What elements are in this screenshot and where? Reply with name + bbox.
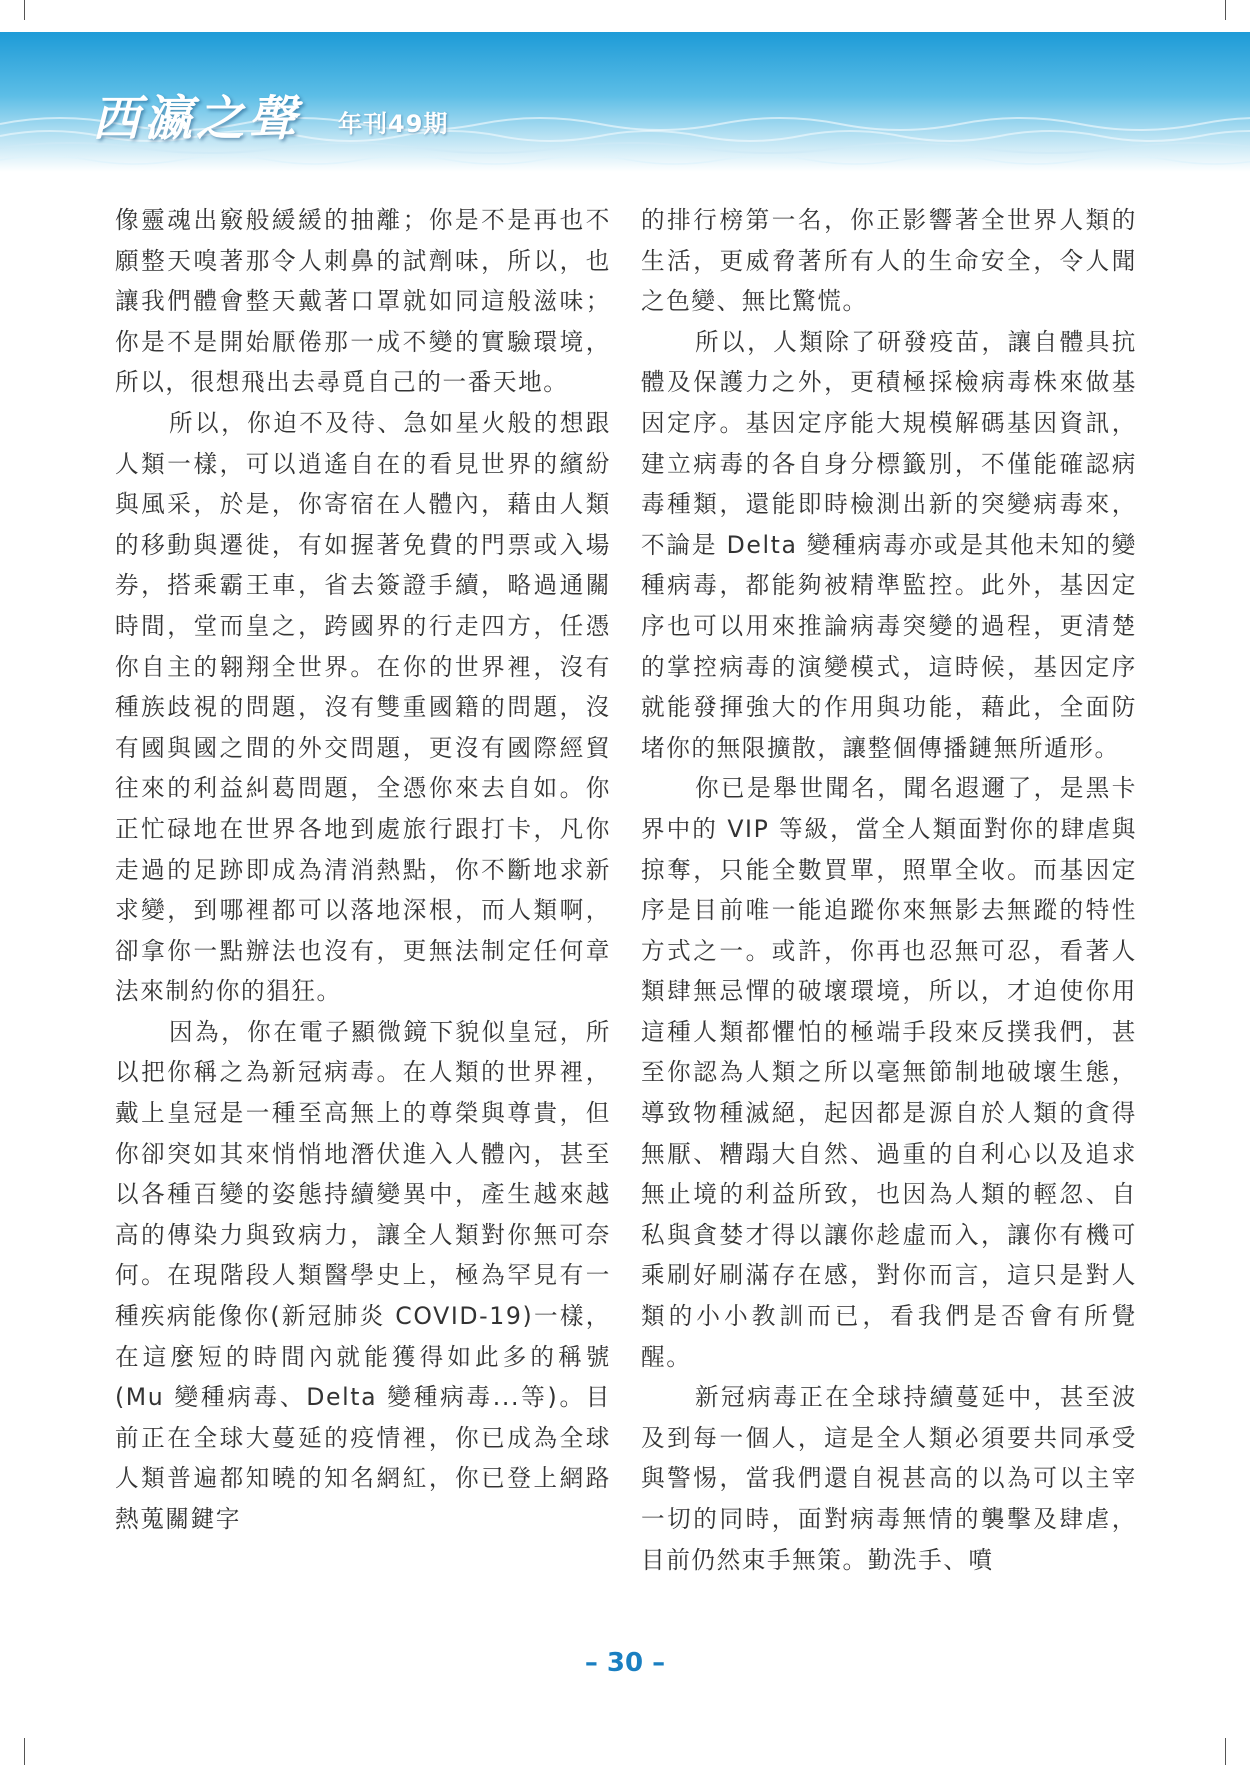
crop-mark-top-left — [24, 0, 25, 20]
right-column — [641, 200, 1137, 1580]
paragraph: 你已是舉世聞名，聞名遐邇了，是黑卡界中的 VIP 等級，當全人類面對你的肆虐與掠奪，只能全數買單，照單全收。而基因定序是目前唯一能追蹤你來無影去無蹤的特性方式之一。或許，你再也忍無可忍，看著人類肆無忌憚的破壞環境，所以，才迫使你用這種人類都懼怕的極端手段來反撲我們，甚至你認為人類之所以毫無節制地破壞生態，導致物種滅絕，起因都是源自於人類的貪得無厭、糟蹋大自然、過重的自利心以及追求無止境的利益所致，也因為人類的輕忽、自私與貪婪才得以讓你趁虛而入，讓你有機可乘刷好刷滿存在感，對你而言，這只是對人類的小小教訓而已，看我們是否會有所覺醒。 — [641, 774, 1137, 1371]
page-number: – 30 – — [584, 1648, 666, 1678]
paragraph: 因為，你在電子顯微鏡下貌似皇冠，所以把你稱之為新冠病毒。在人類的世界裡，戴上皇冠是一種至高無上的尊榮與尊貴，但你卻突如其來悄悄地潛伏進入人體內，甚至以各種百變的姿態持續變異中，產生越來越高的傳染力與致病力，讓全人類對你無可奈何。在現階段人類醫學史上，極為罕見有一種疾病能像你(新冠肺炎 COVID-19)一樣，在這麼短的時間內就能獲得如此多的稱號(Mu 變種病毒、Delta 變種病毒...等)。目前正在全球大蔓延的疫情裡，你已成為全球人類普遍都知曉的知名網紅，你已登上網路熱蒐關鍵字 — [115, 1017, 611, 1533]
issue-label: 年刊49期 — [338, 110, 449, 138]
paragraph: 所以，人類除了研發疫苗，讓自體具抗體及保護力之外，更積極採檢病毒株來做基因定序。基因定序能大規模解碼基因資訊，建立病毒的各自身分標籤別，不僅能確認病毒種類，還能即時檢測出新的突變病毒來，不論是 Delta 變種病毒亦或是其他未知的變種病毒，都能夠被精準監控。此外，基因定序也可以用來推論病毒突變的過程，更清楚的掌控病毒的演變模式，這時候，基因定序就能發揮強大的作用與功能，藉此，全面防堵你的無限擴散，讓整個傳播鏈無所遁形。 — [641, 327, 1137, 762]
crop-mark-bottom-left — [24, 1738, 25, 1765]
crop-mark-bottom-right — [1225, 1738, 1226, 1765]
publication-title: 西瀛之聲 — [92, 91, 301, 147]
crop-mark-top-right — [1225, 0, 1226, 20]
left-column — [115, 200, 611, 1540]
paragraph: 的排行榜第一名，你正影響著全世界人類的生活，更威脅著所有人的生命安全，令人聞之色變、無比驚慌。 — [641, 206, 1137, 316]
paragraph: 像靈魂出竅般緩緩的抽離；你是不是再也不願整天嗅著那令人刺鼻的試劑味，所以，也讓我們體會整天戴著口罩就如同這般滋味；你是不是開始厭倦那一成不變的實驗環境，所以，很想飛出去尋覓自己的一番天地。 — [115, 206, 611, 397]
paragraph: 新冠病毒正在全球持續蔓延中，甚至波及到每一個人，這是全人類必須要共同承受與警惕，當我們還自視甚高的以為可以主宰一切的同時，面對病毒無情的襲擊及肆虐，目前仍然束手無策。勤洗手、噴 — [641, 1383, 1137, 1574]
paragraph: 所以，你迫不及待、急如星火般的想跟人類一樣，可以逍遙自在的看見世界的繽紛與風采，於是，你寄宿在人體內，藉由人類的移動與遷徙，有如握著免費的門票或入場券，搭乘霸王車，省去簽證手續，略過通關時間，堂而皇之，跨國界的行走四方，任憑你自主的翱翔全世界。在你的世界裡，沒有種族歧視的問題，沒有雙重國籍的問題，沒有國與國之間的外交問題，更沒有國際經貿往來的利益糾葛問題，全憑你來去自如。你正忙碌地在世界各地到處旅行跟打卡，凡你走過的足跡即成為清消熱點，你不斷地求新求變，到哪裡都可以落地深根，而人類啊，卻拿你一點辦法也沒有，更無法制定任何章法來制約你的猖狂。 — [115, 408, 611, 1006]
